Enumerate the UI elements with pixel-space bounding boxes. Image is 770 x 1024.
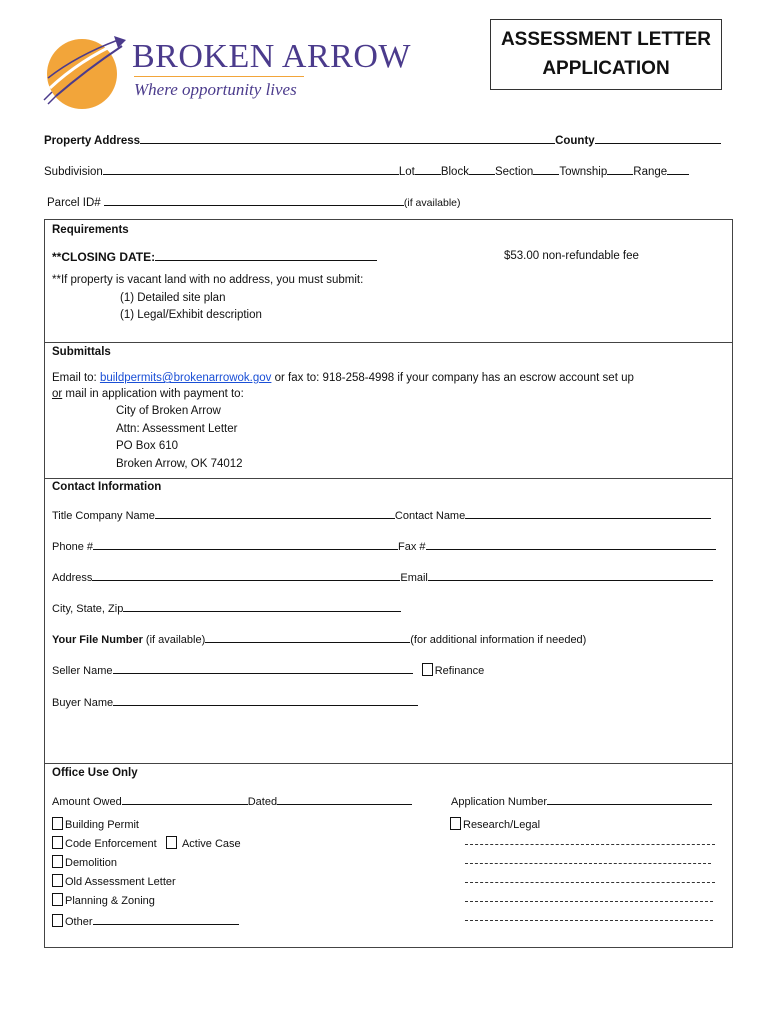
logo bbox=[40, 30, 420, 110]
research-legal-row bbox=[450, 817, 540, 831]
contact-section bbox=[44, 478, 733, 764]
seller-field[interactable] bbox=[113, 661, 413, 674]
logo-divider bbox=[134, 76, 304, 77]
mail-address-2: Attn: Assessment Letter bbox=[116, 423, 238, 435]
old-assessment-label: Old Assessment Letter bbox=[65, 876, 176, 888]
office-note-line[interactable] bbox=[465, 882, 715, 883]
application-number-label: Application Number bbox=[451, 796, 547, 808]
township-label: Township bbox=[559, 166, 608, 178]
phone-row bbox=[52, 537, 716, 553]
city-state-zip-row bbox=[52, 599, 401, 615]
seller-label: Seller Name bbox=[52, 665, 113, 677]
range-label: Range bbox=[633, 166, 668, 178]
office-note-line[interactable] bbox=[465, 844, 715, 845]
closing-date-label: **CLOSING DATE: bbox=[52, 250, 156, 264]
form-title bbox=[490, 19, 722, 90]
fax-label: Fax # bbox=[397, 541, 426, 553]
file-number-label: Your File Number bbox=[52, 634, 143, 646]
dated-field[interactable] bbox=[277, 792, 412, 805]
subdivision-label: Subdivision bbox=[44, 166, 103, 178]
contact-name-field[interactable] bbox=[465, 506, 711, 519]
fax-field[interactable] bbox=[426, 537, 716, 550]
email-label: Email bbox=[400, 572, 428, 584]
research-legal-checkbox[interactable] bbox=[450, 817, 461, 830]
old-assessment-checkbox[interactable] bbox=[52, 874, 63, 887]
demolition-row bbox=[52, 855, 117, 869]
block-label: Block bbox=[440, 166, 469, 178]
city-state-zip-label: City, State, Zip bbox=[52, 603, 124, 615]
or-text: or bbox=[52, 388, 63, 400]
refinance-checkbox[interactable] bbox=[422, 663, 433, 676]
mail-address-3: PO Box 610 bbox=[116, 440, 179, 452]
planning-zoning-label: Planning & Zoning bbox=[65, 895, 155, 907]
property-address-label: Property Address bbox=[44, 135, 141, 147]
phone-field[interactable] bbox=[93, 537, 398, 550]
county-field[interactable] bbox=[595, 131, 721, 144]
submittals-email-line bbox=[52, 372, 634, 384]
office-note-line[interactable] bbox=[465, 863, 711, 864]
amount-owed-label: Amount Owed bbox=[52, 796, 122, 808]
refinance-label: Refinance bbox=[434, 665, 485, 677]
property-address-field[interactable] bbox=[140, 131, 555, 144]
vacant-note: **If property is vacant land with no address, you must submit: bbox=[52, 274, 364, 286]
file-number-row bbox=[52, 630, 586, 646]
block-field[interactable] bbox=[469, 162, 495, 175]
office-note-line[interactable] bbox=[465, 920, 713, 921]
title-company-row bbox=[52, 506, 711, 522]
other-checkbox[interactable] bbox=[52, 914, 63, 927]
range-field[interactable] bbox=[667, 162, 689, 175]
lot-label: Lot bbox=[398, 166, 415, 178]
research-legal-label: Research/Legal bbox=[463, 819, 541, 831]
requirements-heading: Requirements bbox=[52, 224, 129, 236]
amount-owed-row bbox=[52, 792, 412, 808]
application-number-field[interactable] bbox=[547, 792, 712, 805]
building-permit-checkbox[interactable] bbox=[52, 817, 63, 830]
broken-arrow-logo-icon bbox=[40, 30, 130, 112]
code-enforcement-label: Code Enforcement bbox=[65, 838, 157, 850]
logo-tagline: Where opportunity lives bbox=[134, 80, 297, 99]
submittals-mail-line bbox=[52, 388, 244, 400]
phone-label: Phone # bbox=[52, 541, 93, 553]
parcel-row bbox=[47, 193, 461, 209]
parcel-id-field[interactable] bbox=[104, 193, 404, 206]
logo-brand: BROKEN ARROW bbox=[132, 38, 411, 75]
subdivision-field[interactable] bbox=[103, 162, 399, 175]
mail-text: mail in application with payment to: bbox=[62, 388, 244, 400]
township-field[interactable] bbox=[607, 162, 633, 175]
email-suffix: or fax to: 918-258-4998 if your company has an escrow account set up bbox=[271, 372, 634, 384]
planning-zoning-row bbox=[52, 893, 155, 907]
contact-name-label: Contact Name bbox=[394, 510, 466, 522]
city-state-zip-field[interactable] bbox=[123, 599, 401, 612]
old-assessment-row bbox=[52, 874, 176, 888]
address-field[interactable] bbox=[92, 568, 400, 581]
office-use-section bbox=[44, 763, 733, 948]
amount-owed-field[interactable] bbox=[122, 792, 248, 805]
form-title-line2: APPLICATION bbox=[542, 58, 670, 79]
property-address-row bbox=[44, 131, 721, 147]
email-field[interactable] bbox=[428, 568, 713, 581]
office-use-heading: Office Use Only bbox=[52, 767, 138, 779]
code-enforcement-row bbox=[52, 836, 241, 850]
section-label: Section bbox=[494, 166, 534, 178]
other-row bbox=[52, 912, 239, 928]
fee-text: $53.00 non-refundable fee bbox=[504, 250, 639, 262]
email-prefix: Email to: bbox=[52, 372, 100, 384]
address-row bbox=[52, 568, 713, 584]
form-title-line1: ASSESSMENT LETTER bbox=[500, 29, 712, 50]
mail-address-1: City of Broken Arrow bbox=[116, 405, 221, 417]
other-field[interactable] bbox=[93, 912, 239, 925]
demolition-label: Demolition bbox=[65, 857, 117, 869]
subdivision-row bbox=[44, 162, 689, 178]
buyer-row bbox=[52, 693, 418, 709]
closing-date-row bbox=[52, 248, 377, 264]
seller-row bbox=[52, 661, 484, 677]
requirement-site-plan: (1) Detailed site plan bbox=[120, 292, 226, 304]
code-enforcement-checkbox[interactable] bbox=[52, 836, 63, 849]
parcel-if-available: (if available) bbox=[403, 197, 461, 209]
dated-label: Dated bbox=[247, 796, 278, 808]
closing-date-field[interactable] bbox=[155, 248, 377, 261]
demolition-checkbox[interactable] bbox=[52, 855, 63, 868]
section-field[interactable] bbox=[533, 162, 559, 175]
contact-heading: Contact Information bbox=[52, 481, 162, 493]
mail-address-4: Broken Arrow, OK 74012 bbox=[116, 458, 243, 470]
building-permit-row bbox=[52, 817, 139, 831]
requirement-legal-description: (1) Legal/Exhibit description bbox=[120, 309, 262, 321]
planning-zoning-checkbox[interactable] bbox=[52, 893, 63, 906]
file-number-if-available: (if available) bbox=[142, 634, 206, 646]
buyer-field[interactable] bbox=[113, 693, 418, 706]
email-link[interactable]: buildpermits@brokenarrowok.gov bbox=[99, 372, 272, 384]
submittals-heading: Submittals bbox=[52, 346, 111, 358]
other-label: Other bbox=[65, 916, 93, 928]
active-case-checkbox[interactable] bbox=[166, 836, 177, 849]
submittals-section bbox=[44, 341, 733, 479]
active-case-label: Active Case bbox=[181, 838, 241, 850]
title-company-field[interactable] bbox=[155, 506, 395, 519]
file-number-note: (for additional information if needed) bbox=[410, 634, 587, 646]
buyer-label: Buyer Name bbox=[52, 697, 114, 709]
office-notes-lines bbox=[465, 836, 717, 926]
requirements-section bbox=[44, 219, 733, 343]
file-number-field[interactable] bbox=[205, 630, 410, 643]
county-label: County bbox=[555, 135, 595, 147]
lot-field[interactable] bbox=[415, 162, 441, 175]
parcel-id-label: Parcel ID# bbox=[47, 197, 101, 209]
address-label: Address bbox=[52, 572, 93, 584]
building-permit-label: Building Permit bbox=[65, 819, 139, 831]
title-company-label: Title Company Name bbox=[52, 510, 155, 522]
application-number-row bbox=[451, 792, 712, 808]
office-note-line[interactable] bbox=[465, 901, 713, 902]
